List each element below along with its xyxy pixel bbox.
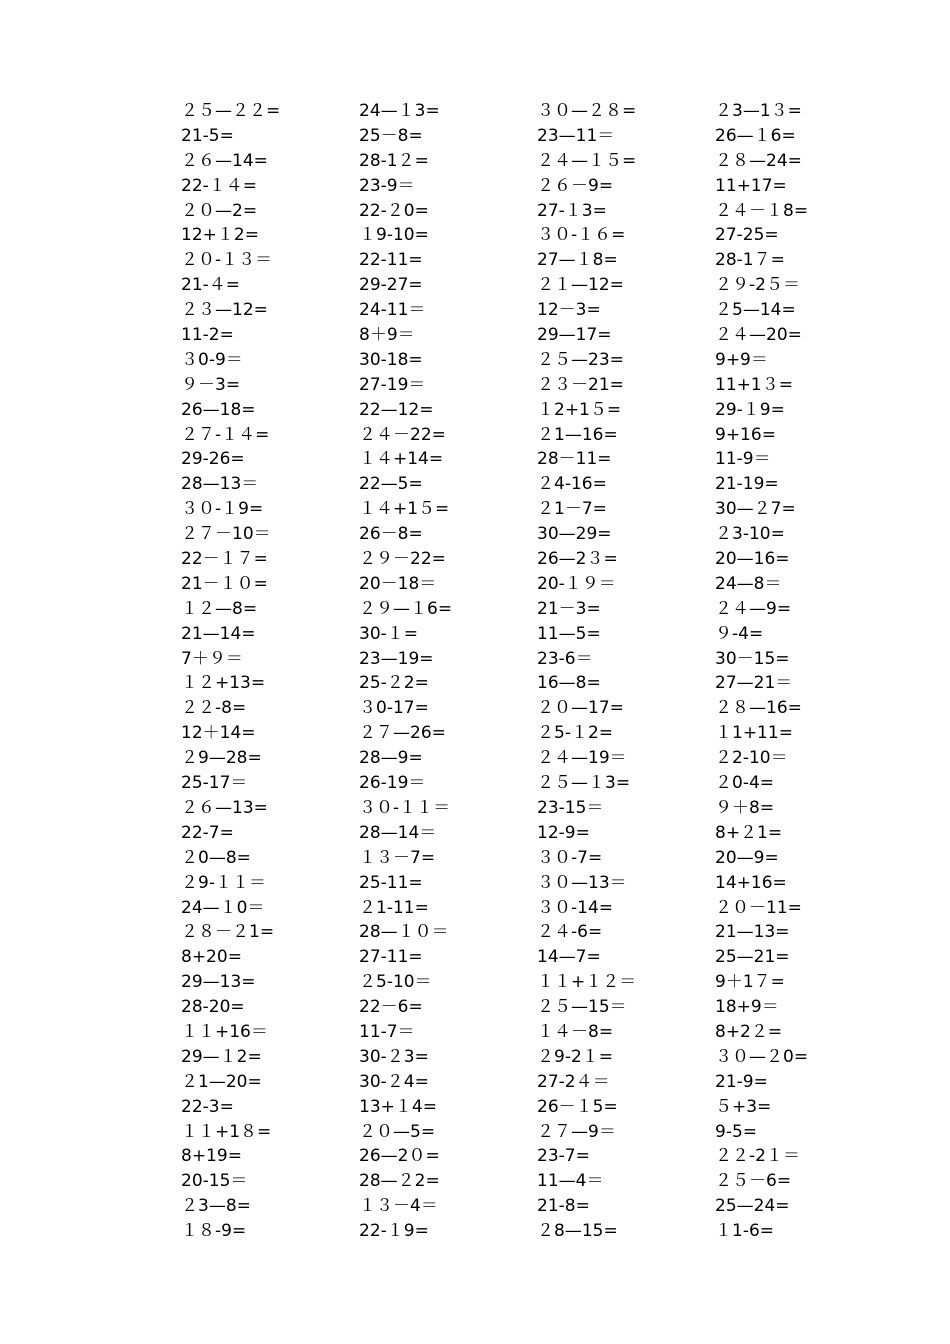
problem: ２9-１１＝ xyxy=(181,872,266,893)
problem: 22-１9= xyxy=(359,1221,429,1242)
problem: 26—18= xyxy=(181,399,256,420)
problem: ３０—13＝ xyxy=(537,872,627,893)
problem: 28—13＝ xyxy=(181,474,259,495)
problem: 21—13= xyxy=(715,922,790,943)
problem: 11—4＝ xyxy=(537,1171,604,1192)
problem: ２０—17= xyxy=(537,698,624,719)
problem: 30-18= xyxy=(359,349,423,370)
problem: ２5-10＝ xyxy=(359,972,432,993)
problem: 28-1７= xyxy=(715,250,785,271)
problem: ５+3= xyxy=(715,1096,772,1117)
problem: 11+1３= xyxy=(715,374,793,395)
problem: 26－１5= xyxy=(537,1096,618,1117)
problem: ２0—8= xyxy=(181,847,251,868)
problem: ２４—１５= xyxy=(537,150,637,171)
problem: 20-１９＝ xyxy=(537,573,616,594)
problem: ２８－２1= xyxy=(181,922,275,943)
problem: 30—２7= xyxy=(715,499,796,520)
problem: １9-10= xyxy=(359,225,429,246)
problem: 25-11= xyxy=(359,872,423,893)
problem: ２2-10＝ xyxy=(715,748,788,769)
problem: ２４—9= xyxy=(715,598,792,619)
problem: 24—１0＝ xyxy=(181,897,265,918)
problem: 22－１７= xyxy=(181,549,268,570)
problem: １３－4＝ xyxy=(359,1196,438,1217)
problem: 8+19= xyxy=(181,1146,242,1167)
problem: 26-19＝ xyxy=(359,773,426,794)
problem: ２４－22= xyxy=(359,424,446,445)
problem: ２9—28= xyxy=(181,748,262,769)
problem: 9＋1７= xyxy=(715,972,785,993)
problem: 28-1２= xyxy=(359,150,429,171)
problem: 30－15= xyxy=(715,648,790,669)
problem: １1-6= xyxy=(715,1221,775,1242)
problem: 30-１= xyxy=(359,623,419,644)
problem: ２２-8= xyxy=(181,698,247,719)
problem: ２３－21= xyxy=(537,374,624,395)
problem: ２５—２２= xyxy=(181,101,281,121)
problem: ２８—24= xyxy=(715,150,802,171)
problem: ２３—12= xyxy=(181,300,268,321)
problem: 16—8= xyxy=(537,673,601,694)
problem: 26—2３= xyxy=(537,549,618,570)
problem: ２５－6= xyxy=(715,1171,792,1192)
problem: 22-１４= xyxy=(181,175,258,196)
problem: 20—9= xyxy=(715,847,779,868)
problem: 11—5= xyxy=(537,623,601,644)
problem: ２5—14= xyxy=(715,300,796,321)
problem: 23-6＝ xyxy=(537,648,593,669)
problem: ３０—２８= xyxy=(537,101,637,121)
problem: ２６—14= xyxy=(181,150,268,171)
problem-column-1 xyxy=(181,99,280,1244)
problem: 11-2= xyxy=(181,325,234,346)
problem: 20—16= xyxy=(715,549,790,570)
problem: 22—12= xyxy=(359,399,434,420)
problem: 29—17= xyxy=(537,325,612,346)
problem: 11-9＝ xyxy=(715,449,771,470)
problem: １４－8= xyxy=(537,1021,614,1042)
problem: ２９-2５＝ xyxy=(715,275,800,296)
problem: ３０—２0= xyxy=(715,1046,809,1067)
problem: 27-19＝ xyxy=(359,374,426,395)
problem: 12－3= xyxy=(537,300,601,321)
problem: ３0-9＝ xyxy=(181,349,243,370)
problem: １２+13= xyxy=(181,673,266,694)
problem: 13+１4= xyxy=(359,1096,437,1117)
problem: 23-15＝ xyxy=(537,797,604,818)
problem: １２—8= xyxy=(181,598,258,619)
problem: 24-11＝ xyxy=(359,300,426,321)
problem: 24—１3= xyxy=(359,101,440,121)
problem: 29—１2= xyxy=(181,1046,262,1067)
problem: 23—19= xyxy=(359,648,434,669)
problem: ２９－22= xyxy=(359,549,446,570)
problem: 22-3= xyxy=(181,1096,234,1117)
problem: 27-１3= xyxy=(537,200,607,221)
problem: ２１—12= xyxy=(537,275,624,296)
problem: 29-１9= xyxy=(715,399,785,420)
problem: 30—29= xyxy=(537,524,612,545)
problem: 26－8= xyxy=(359,524,423,545)
problem: ３０-１１＝ xyxy=(359,797,451,818)
problem: ２６－9= xyxy=(537,175,614,196)
problem: 20-15＝ xyxy=(181,1171,248,1192)
problem: 9-5= xyxy=(715,1121,758,1142)
problem: 24—8＝ xyxy=(715,573,782,594)
problem: ９＋8= xyxy=(715,797,775,818)
problem: 9+9＝ xyxy=(715,349,768,370)
problem: ２０-１３＝ xyxy=(181,250,273,271)
problem: 22－6= xyxy=(359,997,423,1018)
problem: ２９—１6= xyxy=(359,598,453,619)
problem: 8+2２= xyxy=(715,1021,783,1042)
problem: 25—21= xyxy=(715,947,790,968)
problem: 11-7＝ xyxy=(359,1021,415,1042)
problem: ３０-１9= xyxy=(181,499,264,520)
problem: 20－18＝ xyxy=(359,573,437,594)
problem: 30-２3= xyxy=(359,1046,429,1067)
problem: ２1—16= xyxy=(537,424,618,445)
problem: ９－3= xyxy=(181,374,241,395)
problem: ３０-7= xyxy=(537,847,603,868)
problem: 26—2０= xyxy=(359,1146,440,1167)
problem: 18+9＝ xyxy=(715,997,779,1018)
problem: ２４—19＝ xyxy=(537,748,627,769)
problem: 22—5= xyxy=(359,474,423,495)
problem: 21-5= xyxy=(181,125,234,146)
problem: ２２-2１＝ xyxy=(715,1146,800,1167)
problem: ２７—9＝ xyxy=(537,1121,616,1142)
problem-column-4 xyxy=(715,99,808,1244)
problem: 22-２0= xyxy=(359,200,429,221)
problem: 21-9= xyxy=(715,1071,768,1092)
problem: ３0-17= xyxy=(359,698,429,719)
problem: 29—13= xyxy=(181,972,256,993)
problem: ２７—26= xyxy=(359,723,446,744)
problem: ２８—16= xyxy=(715,698,802,719)
problem: 28－11= xyxy=(537,449,612,470)
problem: ２1—20= xyxy=(181,1071,262,1092)
problem: 21-19= xyxy=(715,474,779,495)
problem: 25－8= xyxy=(359,125,423,146)
problem: 22-11= xyxy=(359,250,423,271)
problem: ２７－10＝ xyxy=(181,524,271,545)
problem: 27-11= xyxy=(359,947,423,968)
problem: ３０-１６= xyxy=(537,225,626,246)
problem: ２５—23= xyxy=(537,349,624,370)
problem: ２8—15= xyxy=(537,1221,618,1242)
problem: ２０—5= xyxy=(359,1121,436,1142)
problem: 27—21＝ xyxy=(715,673,793,694)
problem: 21-４= xyxy=(181,275,241,296)
problem: １１+16＝ xyxy=(181,1021,268,1042)
problem: ３０-14= xyxy=(537,897,614,918)
problem: ２3-10= xyxy=(715,524,785,545)
problem: 25-２2= xyxy=(359,673,429,694)
problem: 27—１8= xyxy=(537,250,618,271)
problem: ２５—15＝ xyxy=(537,997,627,1018)
problem: １３－7= xyxy=(359,847,436,868)
problem: １１+１２＝ xyxy=(537,972,637,993)
problem: 8+２1= xyxy=(715,822,783,843)
problem: 25—24= xyxy=(715,1196,790,1217)
problem: 7＋９＝ xyxy=(181,648,243,669)
problem: 23—11＝ xyxy=(537,125,615,146)
problem: 28—9= xyxy=(359,748,423,769)
problem: ２４—20= xyxy=(715,325,802,346)
problem: ２７-１４= xyxy=(181,424,270,445)
problem: 28—２2= xyxy=(359,1171,440,1192)
problem: １１+1８= xyxy=(181,1121,272,1142)
problem: 9+16= xyxy=(715,424,776,445)
problem-column-2 xyxy=(359,99,452,1244)
problem: 23-7= xyxy=(537,1146,590,1167)
problem: 14—7= xyxy=(537,947,601,968)
problem: ２4-16= xyxy=(537,474,607,495)
problem: ２5-１2= xyxy=(537,723,614,744)
problem: ２3—1３= xyxy=(715,101,802,121)
problem: ２1-11= xyxy=(359,897,429,918)
problem: 26—１6= xyxy=(715,125,796,146)
problem: 12＋14= xyxy=(181,723,256,744)
problem: 27-2４＝ xyxy=(537,1071,610,1092)
problem: １４+14= xyxy=(359,449,444,470)
problem: ２0-4= xyxy=(715,773,775,794)
problem: 8+20= xyxy=(181,947,242,968)
problem: 12-9= xyxy=(537,822,590,843)
problem: ２０－11= xyxy=(715,897,802,918)
problem-column-3 xyxy=(537,99,636,1244)
problem: 27-25= xyxy=(715,225,779,246)
problem: ２４-6= xyxy=(537,922,603,943)
problem: 28-20= xyxy=(181,997,245,1018)
problem: ２9-2１= xyxy=(537,1046,614,1067)
problem: 30-２4= xyxy=(359,1071,429,1092)
problem: 22-7= xyxy=(181,822,234,843)
problem: 21-8= xyxy=(537,1196,590,1217)
problem: ２６—13= xyxy=(181,797,268,818)
problem: １1+11= xyxy=(715,723,793,744)
problem: ２４－１8= xyxy=(715,200,809,221)
problem: ２1－7= xyxy=(537,499,607,520)
problem: ２3—8= xyxy=(181,1196,251,1217)
problem: 21－3= xyxy=(537,598,601,619)
problem: 28—14＝ xyxy=(359,822,437,843)
problem: ２５—１3= xyxy=(537,773,631,794)
problem: 25-17＝ xyxy=(181,773,248,794)
problem: 29-27= xyxy=(359,275,423,296)
problem: １８-9= xyxy=(181,1221,247,1242)
problem: 21—14= xyxy=(181,623,256,644)
problem: １2+1５= xyxy=(537,399,622,420)
problem: 23-9＝ xyxy=(359,175,415,196)
problem: ９-4= xyxy=(715,623,764,644)
problem: 8＋9＝ xyxy=(359,325,415,346)
problem: 12+１2= xyxy=(181,225,259,246)
problem: 21－１０= xyxy=(181,573,268,594)
problem: 11+17= xyxy=(715,175,787,196)
problem: ２０—2= xyxy=(181,200,258,221)
problem: 14+16= xyxy=(715,872,787,893)
problem: １４+1５= xyxy=(359,499,450,520)
problem: 29-26= xyxy=(181,449,245,470)
problem: 28—１０＝ xyxy=(359,922,449,943)
